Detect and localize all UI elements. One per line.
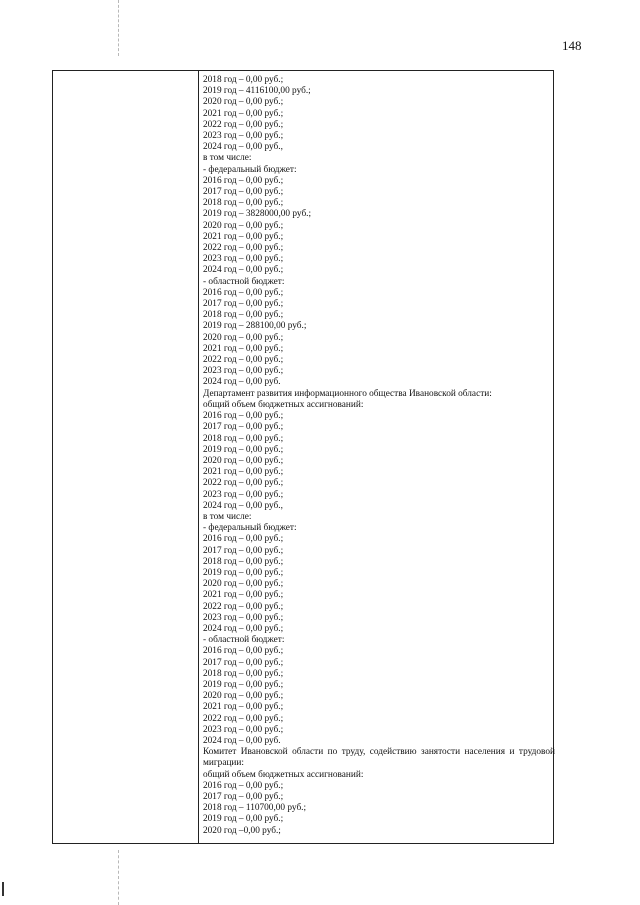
text-line: 2023 год – 0,00 руб.; [203, 724, 284, 735]
text-line: 2024 год – 0,00 руб. [203, 377, 281, 388]
text-line: Департамент развития информационного общества Ивановской области: [203, 388, 492, 399]
text-line: 2022 год – 0,00 руб.; [203, 713, 284, 724]
text-line: 2016 год – 0,00 руб.; [203, 411, 284, 422]
text-line: 2021 год – 0,00 руб.; [203, 702, 284, 713]
text-line: 2017 год – 0,00 руб.; [203, 299, 284, 310]
text-line: 2021 год – 0,00 руб.; [203, 108, 284, 119]
text-line: 2020 год – 0,00 руб.; [203, 579, 284, 590]
text-line: 2022 год – 0,00 руб.; [203, 601, 284, 612]
text-line: 2017 год – 0,00 руб.; [203, 422, 284, 433]
text-line: 2021 год – 0,00 руб.; [203, 590, 284, 601]
text-line: 2023 год – 0,00 руб.; [203, 612, 284, 623]
text-line: 2019 год – 0,00 руб.; [203, 567, 284, 578]
text-line: 2022 год – 0,00 руб.; [203, 478, 284, 489]
budget-table [52, 70, 554, 844]
text-line: 2019 год – 288100,00 руб.; [203, 321, 307, 332]
text-line: 2020 год – 0,00 руб.; [203, 220, 284, 231]
text-line: 2019 год – 0,00 руб.; [203, 814, 284, 825]
text-line: 2020 год – 0,00 руб.; [203, 691, 284, 702]
text-line: 2019 год – 0,00 руб.; [203, 444, 284, 455]
text-line: 2023 год – 0,00 руб.; [203, 254, 284, 265]
text-line: 2021 год – 0,00 руб.; [203, 467, 284, 478]
text-line: 2017 год – 0,00 руб.; [203, 657, 284, 668]
text-line: 2016 год – 0,00 руб.; [203, 287, 284, 298]
text-line: - областной бюджет: [203, 276, 285, 287]
text-line: 2023 год – 0,00 руб.; [203, 131, 284, 142]
text-line: 2023 год – 0,00 руб.; [203, 366, 284, 377]
text-line: 2019 год – 0,00 руб.; [203, 679, 284, 690]
text-line: общий объем бюджетных ассигнований: [203, 769, 364, 780]
text-line: 2022 год – 0,00 руб.; [203, 355, 284, 366]
page-number: 148 [562, 38, 582, 53]
text-line: в том числе: [203, 153, 252, 164]
text-line: 2020 год – 0,00 руб.; [203, 332, 284, 343]
text-line: 2018 год – 0,00 руб.; [203, 668, 284, 679]
text-line: 2024 год – 0,00 руб.; [203, 265, 284, 276]
text-line: 2016 год – 0,00 руб.; [203, 780, 284, 791]
text-line: 2022 год – 0,00 руб.; [203, 119, 284, 130]
text-line: 2017 год – 0,00 руб.; [203, 187, 284, 198]
text-line: 2020 год – 0,00 руб.; [203, 97, 284, 108]
text-line: 2018 год – 0,00 руб.; [203, 556, 284, 567]
binding-margin-line-bottom [118, 850, 119, 905]
text-line: 2024 год – 0,00 руб. [203, 735, 281, 746]
text-line: Комитет Ивановской области по труду, содействию занятости населения и трудовой миграции: [203, 747, 555, 769]
text-line: 2019 год – 4116100,00 руб.; [203, 86, 311, 97]
text-line: 2018 год – 0,00 руб.; [203, 310, 284, 321]
text-line: 2016 год – 0,00 руб.; [203, 646, 284, 657]
text-line: 2024 год – 0,00 руб.; [203, 623, 284, 634]
text-line: 2018 год – 0,00 руб.; [203, 198, 284, 209]
text-line: 2018 год – 110700,00 руб.; [203, 803, 307, 814]
text-line: 2024 год – 0,00 руб., [203, 142, 283, 153]
binding-margin-line-top [118, 0, 119, 56]
text-line: - областной бюджет: [203, 635, 285, 646]
text-line: 2016 год – 0,00 руб.; [203, 534, 284, 545]
text-line: общий объем бюджетных ассигнований: [203, 399, 364, 410]
text-line: 2020 год –0,00 руб.; [203, 825, 281, 836]
scan-edge-mark [2, 882, 4, 896]
text-line: 2022 год – 0,00 руб.; [203, 243, 284, 254]
text-line: 2019 год – 3828000,00 руб.; [203, 209, 312, 220]
text-line: 2018 год – 0,00 руб.; [203, 433, 284, 444]
text-line: в том числе: [203, 511, 252, 522]
text-line: 2018 год – 0,00 руб.; [203, 75, 284, 85]
text-line: 2016 год – 0,00 руб.; [203, 175, 284, 186]
text-line: - федеральный бюджет: [203, 523, 297, 534]
budget-text-cell [203, 75, 555, 837]
text-line: 2017 год – 0,00 руб.; [203, 792, 284, 802]
text-line: - федеральный бюджет: [203, 164, 297, 175]
text-line: 2024 год – 0,00 руб., [203, 500, 283, 511]
column-divider [198, 71, 199, 843]
text-line: 2021 год – 0,00 руб.; [203, 343, 284, 354]
text-line: 2023 год – 0,00 руб.; [203, 489, 284, 500]
text-line: 2021 год – 0,00 руб.; [203, 231, 284, 242]
text-line: 2017 год – 0,00 руб.; [203, 545, 284, 556]
text-line: 2020 год – 0,00 руб.; [203, 455, 284, 466]
